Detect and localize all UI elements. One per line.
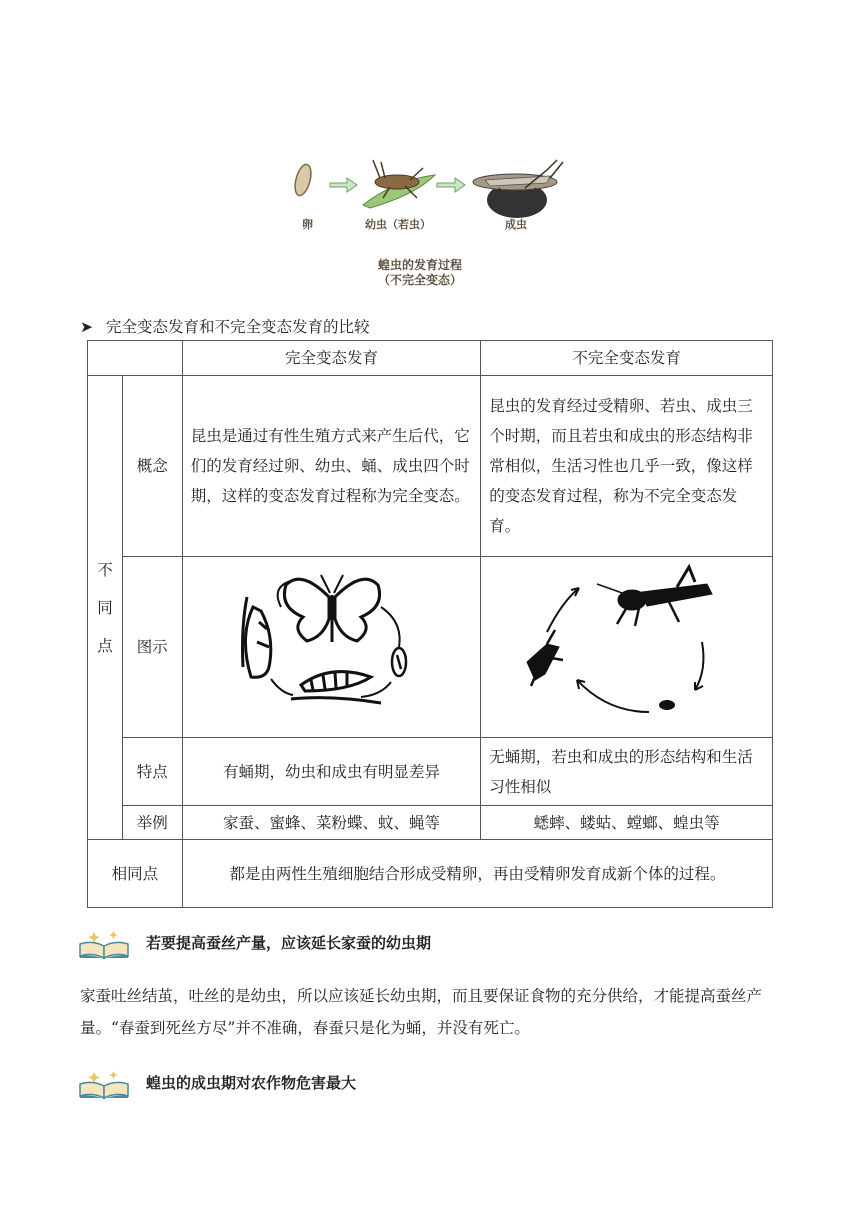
row-label-feature: 特点 [122, 738, 182, 806]
row-label-concept: 概念 [122, 376, 182, 557]
nymph-grasshopper-icon [527, 630, 563, 686]
header-incomplete: 不完全变态发育 [481, 341, 773, 376]
concept-incomplete: 昆虫的发育经过受精卵、若虫、成虫三个时期，而且若虫和成虫的形态结构非常相似，生活习性也几乎一致，像这样的变态发育过程，称为不完全变态发育。 [481, 376, 773, 557]
table-row-feature [88, 738, 773, 806]
table-header-row [88, 341, 773, 376]
table-row-same [88, 840, 773, 908]
diagram-incomplete-cell [481, 557, 773, 738]
figure-caption-line2: （不完全变态） [377, 273, 462, 287]
row-label-same: 相同点 [88, 840, 183, 908]
tip-heading-1 [78, 930, 432, 964]
adult-grasshopper-icon [597, 567, 712, 626]
row-label-diagram: 图示 [122, 557, 182, 738]
tip-title-2: 蝗虫的成虫期对农作物危害最大 [146, 1074, 357, 1092]
tip-heading-2 [78, 1070, 357, 1104]
egg-icon [292, 163, 314, 198]
same-text: 都是由两性生殖细胞结合形成受精卵，再由受精卵发育成新个体的过程。 [182, 840, 772, 908]
table-row-example [88, 806, 773, 840]
example-complete: 家蚕、蜜蜂、菜粉蝶、蚊、蝇等 [182, 806, 481, 840]
figure-caption-line1: 蝗虫的发育过程 [377, 258, 462, 272]
open-book-icon [78, 930, 130, 960]
stage-label-egg: 卵 [302, 218, 313, 231]
section-title: 完全变态发育和不完全变态发育的比较 [106, 318, 370, 336]
header-complete: 完全变态发育 [182, 341, 481, 376]
row-label-example: 举例 [122, 806, 182, 840]
diagram-complete-cell [182, 557, 481, 738]
stage-label-adult: 成虫 [505, 218, 527, 231]
cycle-arrow-icon [271, 679, 293, 695]
cycle-arrow-icon [381, 607, 400, 647]
butterfly-lifecycle-diagram [231, 567, 431, 717]
header-empty-cell [88, 341, 183, 376]
feature-complete: 有蛹期，幼虫和成虫有明显差异 [182, 738, 481, 806]
table-row-concept [88, 376, 773, 557]
caterpillar-icon [291, 672, 381, 703]
tip-title-1: 若要提高蚕丝产量，应该延长家蚕的幼虫期 [146, 934, 432, 952]
example-incomplete: 蟋蟀、蝼蛄、螳螂、蝗虫等 [481, 806, 773, 840]
section-heading [80, 315, 370, 337]
pupa-icon [243, 597, 271, 677]
stage-label-nymph: 幼虫（若虫） [365, 218, 431, 231]
open-book-icon [78, 1070, 130, 1100]
egg-leaf-icon [392, 648, 406, 676]
group-label: 不同点 [97, 560, 113, 655]
cycle-arrow-icon [695, 642, 703, 690]
comparison-table [87, 340, 773, 908]
group-label-cell [88, 376, 123, 840]
cycle-arrow-icon [577, 680, 649, 712]
arrow-icon [437, 178, 465, 192]
butterfly-icon [285, 575, 380, 642]
concept-complete: 昆虫是通过有性生殖方式来产生后代，它们的发育经过卵、幼虫、蛹、成虫四个时期，这样的变态发育过程称为完全变态。 [182, 376, 481, 557]
egg-icon [659, 700, 675, 710]
feature-incomplete: 无蛹期，若虫和成虫的形态结构和生活习性相似 [481, 738, 773, 806]
locust-lifecycle-diagram [517, 562, 737, 722]
tip-paragraph-1: 家蚕吐丝结茧，吐丝的是幼虫，所以应该延长幼虫期，而且要保证食物的充分供给，才能提高蚕丝产量。“春蚕到死丝方尽”并不准确，春蚕只是化为蛹，并没有死亡。 [80, 987, 763, 1037]
table-row-diagram [88, 557, 773, 738]
bullet-arrow-icon: ➤ [80, 318, 93, 336]
arrow-icon [330, 178, 357, 192]
cycle-arrow-icon [361, 682, 391, 697]
cycle-arrow-icon [547, 588, 579, 632]
